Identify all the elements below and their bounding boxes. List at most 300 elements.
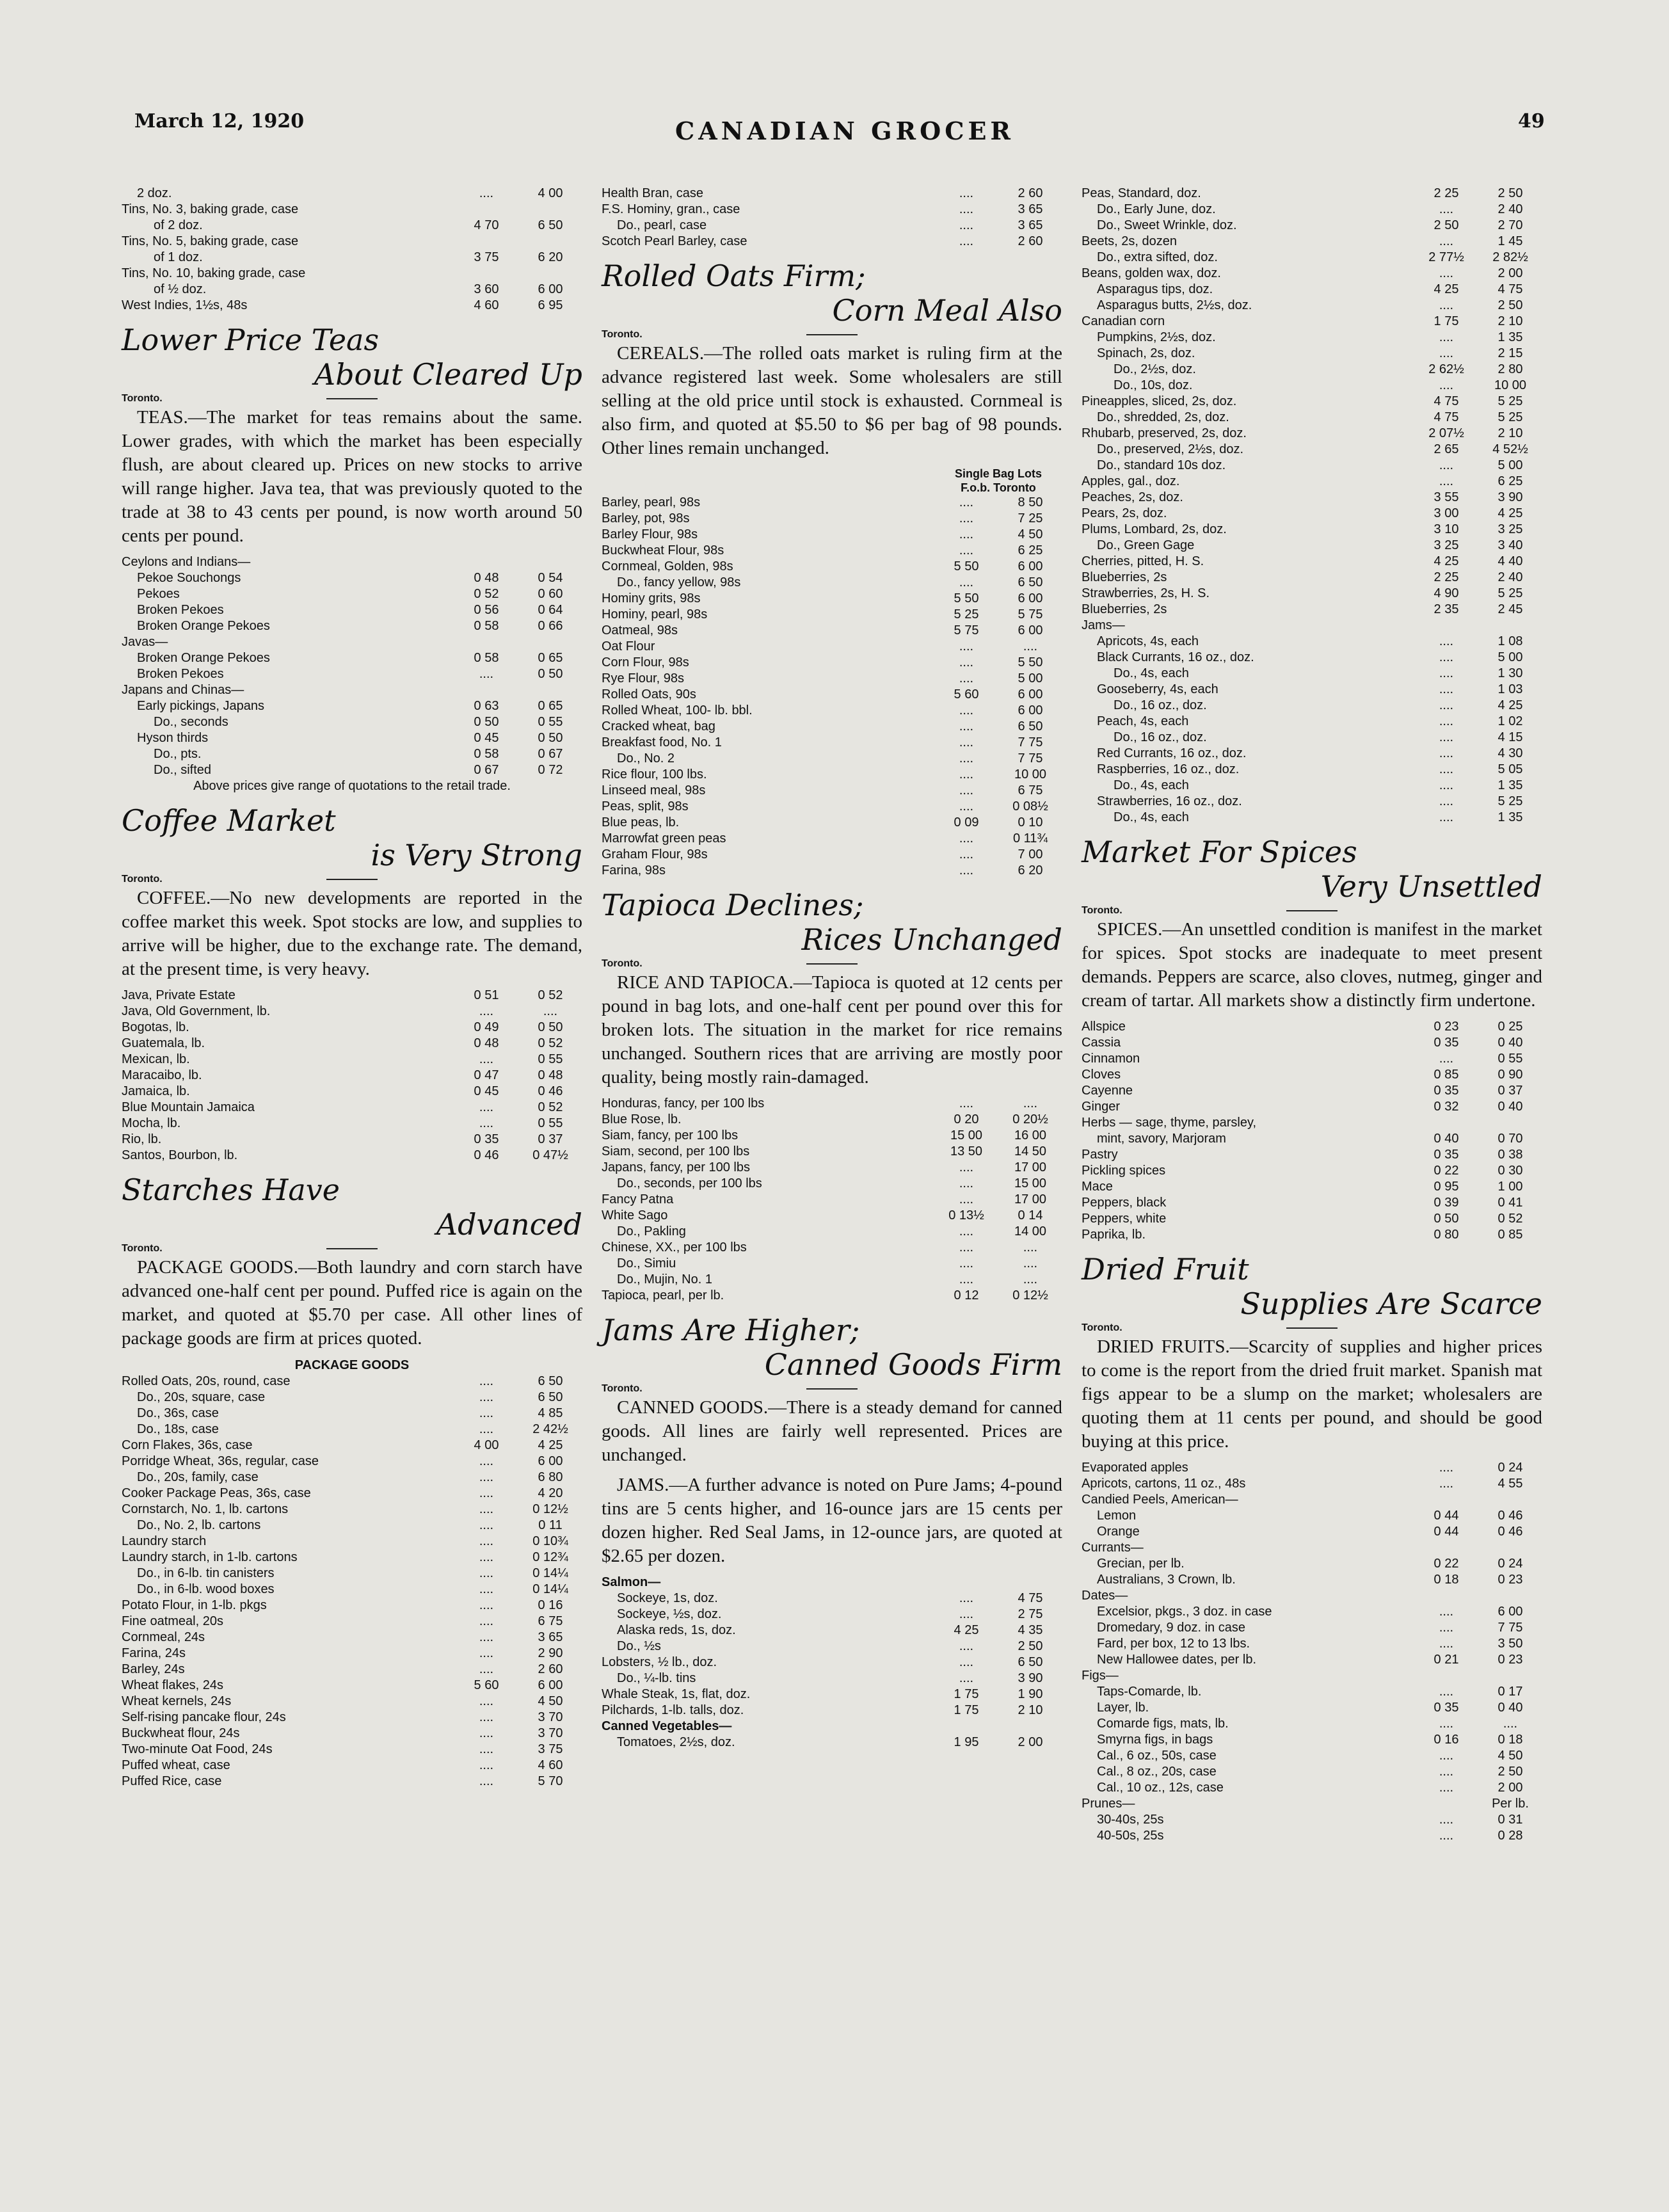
price-low: .... xyxy=(1439,810,1454,824)
price-row xyxy=(602,863,1062,879)
price-low: .... xyxy=(1439,1813,1454,1827)
price-item: Oat Flour xyxy=(602,639,655,653)
price-high: 2 42½ xyxy=(532,1422,568,1436)
price-item: Barley, pot, 98s xyxy=(602,511,690,525)
price-item: Do., Simiu xyxy=(617,1256,676,1270)
price-high: 7 75 xyxy=(1018,751,1043,765)
price-row xyxy=(1082,1652,1542,1668)
price-item: Scotch Pearl Barley, case xyxy=(602,234,747,248)
price-row xyxy=(602,719,1062,735)
price-item: Health Bran, case xyxy=(602,186,703,200)
price-item: Tins, No. 10, baking grade, case xyxy=(122,266,306,280)
price-high: 0 18 xyxy=(1497,1733,1523,1747)
price-item: Graham Flour, 98s xyxy=(602,847,708,862)
price-high: 0 12¾ xyxy=(532,1550,568,1564)
price-row xyxy=(1082,506,1542,522)
price-high: 0 85 xyxy=(1497,1228,1523,1242)
price-low: 13 50 xyxy=(950,1144,983,1158)
price-high: 6 00 xyxy=(1018,703,1043,717)
price-row xyxy=(1082,1748,1542,1764)
price-low: 0 85 xyxy=(1433,1068,1459,1082)
price-row xyxy=(1082,746,1542,762)
price-item: Prunes— xyxy=(1082,1797,1135,1811)
price-low: .... xyxy=(479,1486,494,1500)
price-row xyxy=(1082,1019,1542,1035)
price-item: Broken Orange Pekoes xyxy=(137,619,270,633)
price-low: .... xyxy=(479,1758,494,1772)
price-low: 3 25 xyxy=(1433,538,1459,552)
price-low: .... xyxy=(479,1598,494,1612)
price-row xyxy=(602,1256,1062,1272)
price-row xyxy=(602,1208,1062,1224)
price-low: 0 13½ xyxy=(948,1208,984,1222)
price-high: 4 20 xyxy=(538,1486,563,1500)
price-high: 0 55 xyxy=(538,715,563,729)
price-item: Peas, split, 98s xyxy=(602,799,689,813)
price-low: .... xyxy=(1439,458,1454,472)
price-item: Dromedary, 9 doz. in case xyxy=(1097,1621,1245,1635)
price-table xyxy=(602,1575,1062,1751)
price-item: of 2 doz. xyxy=(154,218,203,232)
price-row xyxy=(602,703,1062,719)
price-low: 0 51 xyxy=(474,988,499,1002)
price-row xyxy=(1082,1035,1542,1051)
headline-continued: is Very Strong xyxy=(371,838,582,872)
price-row xyxy=(1082,1508,1542,1524)
column-2 xyxy=(602,186,1062,1751)
price-low: .... xyxy=(1439,1829,1454,1843)
price-high: 5 00 xyxy=(1018,671,1043,685)
price-row xyxy=(602,751,1062,767)
price-row xyxy=(122,634,582,650)
price-row xyxy=(1082,250,1542,266)
price-item: Alaska reds, 1s, doz. xyxy=(617,1623,736,1637)
price-item: Strawberries, 2s, H. S. xyxy=(1082,586,1210,600)
price-low: .... xyxy=(479,1742,494,1756)
price-low: 0 50 xyxy=(474,715,499,729)
price-item: Do., 4s, each xyxy=(1114,810,1189,824)
price-item: Corn Flour, 98s xyxy=(602,655,689,669)
price-low: 5 60 xyxy=(954,687,979,701)
price-high: 0 52 xyxy=(538,988,563,1002)
price-low: 0 21 xyxy=(1433,1653,1459,1667)
price-low: .... xyxy=(479,1422,494,1436)
price-row xyxy=(602,1288,1062,1304)
price-high: .... xyxy=(1023,1272,1038,1286)
price-row xyxy=(1082,1179,1542,1195)
price-low: .... xyxy=(1439,474,1454,488)
price-row xyxy=(1082,1211,1542,1227)
price-low: .... xyxy=(1439,778,1454,792)
price-row xyxy=(1082,1588,1542,1604)
price-low: .... xyxy=(1439,1749,1454,1763)
price-item: Hyson thirds xyxy=(137,731,209,745)
price-row xyxy=(602,511,1062,527)
price-item: Cornstarch, No. 1, lb. cartons xyxy=(122,1502,289,1516)
price-high: 2 82½ xyxy=(1492,250,1528,264)
price-high: 6 50 xyxy=(1018,1655,1043,1669)
price-row xyxy=(602,1240,1062,1256)
price-row xyxy=(1082,410,1542,426)
price-row xyxy=(1082,426,1542,442)
price-item: Peaches, 2s, doz. xyxy=(1082,490,1183,504)
price-high: 2 00 xyxy=(1018,1735,1043,1749)
price-high: 3 75 xyxy=(538,1742,563,1756)
price-row xyxy=(122,1502,582,1518)
price-low: .... xyxy=(959,1224,974,1238)
price-low: 4 90 xyxy=(1433,586,1459,600)
price-row xyxy=(1082,266,1542,282)
price-row xyxy=(602,1575,1062,1591)
price-low: .... xyxy=(959,671,974,685)
price-item: Pastry xyxy=(1082,1148,1118,1162)
price-row xyxy=(122,298,582,314)
price-item: Hominy grits, 98s xyxy=(602,591,701,605)
price-note: Above prices give range of quotations to the retail trade. xyxy=(193,779,511,793)
price-high: 1 30 xyxy=(1497,666,1523,680)
price-low: .... xyxy=(479,1470,494,1484)
price-row xyxy=(1082,1764,1542,1780)
price-row xyxy=(122,682,582,698)
price-high: 6 50 xyxy=(538,218,563,232)
price-high: 6 20 xyxy=(538,250,563,264)
price-high: 2 45 xyxy=(1497,602,1523,616)
price-low: 4 25 xyxy=(1433,282,1459,296)
price-high: .... xyxy=(1503,1717,1518,1731)
price-item: Do., pts. xyxy=(154,747,202,761)
price-item: Evaporated apples xyxy=(1082,1461,1188,1475)
price-low: .... xyxy=(1439,682,1454,696)
price-item: Blue Rose, lb. xyxy=(602,1112,682,1126)
price-item: Rolled Oats, 20s, round, case xyxy=(122,1374,291,1388)
table-header-lots: Single Bag Lots xyxy=(954,467,1042,480)
price-low: .... xyxy=(479,1646,494,1660)
price-item: Black Currants, 16 oz., doz. xyxy=(1097,650,1254,664)
article-body: DRIED FRUITS.—Scarcity of supplies and higher prices to come is the report from the dried fruit market. Spanish mat figs appear to be a slump on the market; wholesalers are quoting them at 11 cents per pound, and should be good buying at this price. xyxy=(1082,1336,1542,1452)
price-high: 3 65 xyxy=(538,1630,563,1644)
price-row xyxy=(602,671,1062,687)
price-low: 0 46 xyxy=(474,1148,499,1162)
price-low xyxy=(1414,1492,1478,1508)
price-row xyxy=(122,1036,582,1052)
price-item: Rio, lb. xyxy=(122,1132,162,1146)
price-row xyxy=(602,815,1062,831)
price-high: 6 25 xyxy=(1497,474,1523,488)
price-low: 2 25 xyxy=(1433,570,1459,584)
price-row xyxy=(122,1726,582,1742)
price-item: Do., 2½s, doz. xyxy=(1114,362,1196,376)
price-high: 0 14¼ xyxy=(532,1582,568,1596)
price-high: 10 00 xyxy=(1494,378,1527,392)
price-row xyxy=(122,1518,582,1534)
headline: Tapioca Declines; xyxy=(602,888,864,922)
price-high: 3 50 xyxy=(1497,1637,1523,1651)
price-item: Broken Orange Pekoes xyxy=(137,651,270,665)
price-low: 0 58 xyxy=(474,619,499,633)
price-high: 17 00 xyxy=(1014,1160,1047,1174)
price-item: Cloves xyxy=(1082,1068,1121,1082)
price-low: .... xyxy=(959,1192,974,1206)
price-low: .... xyxy=(959,1176,974,1190)
price-row xyxy=(1082,1195,1542,1211)
price-row xyxy=(602,1144,1062,1160)
price-low: .... xyxy=(479,1004,494,1018)
price-low: .... xyxy=(1439,762,1454,776)
price-item: Barley, pearl, 98s xyxy=(602,495,701,509)
price-high: 0 14¼ xyxy=(532,1566,568,1580)
price-item: Cal., 10 oz., 12s, case xyxy=(1097,1781,1224,1795)
price-item: Do., 36s, case xyxy=(137,1406,219,1420)
price-item: Broken Pekoes xyxy=(137,667,224,681)
price-high: 2 50 xyxy=(1497,1765,1523,1779)
price-row xyxy=(122,1662,582,1678)
price-high: 0 50 xyxy=(538,731,563,745)
price-row xyxy=(122,602,582,618)
price-row xyxy=(1082,234,1542,250)
price-row xyxy=(122,1132,582,1148)
price-high: 14 00 xyxy=(1014,1224,1047,1238)
price-row xyxy=(1082,378,1542,394)
price-item: Do., ½s xyxy=(617,1639,661,1653)
price-item: Ceylons and Indians— xyxy=(122,555,251,569)
price-row xyxy=(1082,618,1542,634)
price-high: 3 90 xyxy=(1497,490,1523,504)
price-high: 7 25 xyxy=(1018,511,1043,525)
price-high: 5 00 xyxy=(1497,458,1523,472)
price-high: 0 24 xyxy=(1497,1461,1523,1475)
price-low: .... xyxy=(1439,1621,1454,1635)
dried-fruit-section xyxy=(1082,1252,1542,1844)
price-high: 16 00 xyxy=(1014,1128,1047,1142)
price-item: White Sago xyxy=(602,1208,668,1222)
price-low: .... xyxy=(959,751,974,765)
price-low: .... xyxy=(479,1550,494,1564)
price-item: Blue Mountain Jamaica xyxy=(122,1100,255,1114)
price-high: 0 37 xyxy=(1497,1084,1523,1098)
price-item: Sockeye, ½s, doz. xyxy=(617,1607,722,1621)
price-item: Cracked wheat, bag xyxy=(602,719,715,733)
price-row xyxy=(122,554,582,570)
price-low: .... xyxy=(959,1607,974,1621)
price-low xyxy=(1414,1540,1478,1556)
price-row xyxy=(1082,362,1542,378)
price-low: 1 95 xyxy=(954,1735,979,1749)
price-high: 0 17 xyxy=(1497,1685,1523,1699)
price-high xyxy=(518,266,582,282)
price-low: .... xyxy=(479,1774,494,1788)
price-high: 6 00 xyxy=(538,282,563,296)
price-row xyxy=(602,1607,1062,1623)
price-item: Santos, Bourbon, lb. xyxy=(122,1148,238,1162)
price-item: Rice flour, 100 lbs. xyxy=(602,767,707,781)
price-high: 2 75 xyxy=(1018,1607,1043,1621)
price-low: .... xyxy=(959,1591,974,1605)
article-body: RICE AND TAPIOCA.—Tapioca is quoted at 12 cents per pound in bag lots, and one-half cent per pound over this for broken lots. The situation in the market for rice remains unchanged. Southern rices that are arriving are mostly poor quality, being mostly rain-damaged. xyxy=(602,972,1062,1087)
price-high: 2 00 xyxy=(1497,266,1523,280)
price-item: Javas— xyxy=(122,635,168,649)
price-low: 4 25 xyxy=(954,1623,979,1637)
price-row xyxy=(122,1646,582,1662)
price-row xyxy=(602,735,1062,751)
price-item: Fine oatmeal, 20s xyxy=(122,1614,223,1628)
price-low: 4 75 xyxy=(1433,394,1459,408)
price-high: 2 00 xyxy=(1497,1781,1523,1795)
price-item: Rolled Oats, 90s xyxy=(602,687,696,701)
price-row xyxy=(1082,202,1542,218)
price-high: 1 35 xyxy=(1497,778,1523,792)
price-high: 7 75 xyxy=(1018,735,1043,749)
price-row xyxy=(1082,1131,1542,1147)
price-low: .... xyxy=(959,719,974,733)
price-low: 0 95 xyxy=(1433,1180,1459,1194)
price-item: Pekoes xyxy=(137,587,180,601)
price-row xyxy=(602,218,1062,234)
price-item: Peppers, black xyxy=(1082,1196,1167,1210)
price-item: Beets, 2s, dozen xyxy=(1082,234,1177,248)
price-row xyxy=(122,266,582,282)
price-low: .... xyxy=(1439,1605,1454,1619)
price-row xyxy=(1082,298,1542,314)
price-row xyxy=(122,218,582,234)
article-body: SPICES.—An unsettled condition is manifest in the market for spices. Spot stocks are inadequate to meet present demands. Peppers are scarce, also cloves, nutmeg, ginger and cream of tartar. All markets show a distinctly firm undertone. xyxy=(1082,919,1542,1011)
price-low: .... xyxy=(1439,1477,1454,1491)
price-row xyxy=(602,1703,1062,1719)
dateline: Toronto. xyxy=(1082,904,1542,918)
price-low: .... xyxy=(959,735,974,749)
price-high xyxy=(1478,1588,1542,1604)
price-row xyxy=(602,575,1062,591)
price-high: 1 45 xyxy=(1497,234,1523,248)
price-item: Wheat kernels, 24s xyxy=(122,1694,232,1708)
headline: Starches Have xyxy=(122,1173,340,1207)
price-high: 10 00 xyxy=(1014,767,1047,781)
price-table xyxy=(1082,1460,1542,1844)
price-row xyxy=(122,1694,582,1710)
price-high: 0 66 xyxy=(538,619,563,633)
price-low xyxy=(454,234,518,250)
dateline: Toronto. xyxy=(122,392,582,406)
price-low: 0 35 xyxy=(1433,1036,1459,1050)
price-low: 4 00 xyxy=(474,1438,499,1452)
price-item: Hominy, pearl, 98s xyxy=(602,607,708,621)
price-row xyxy=(1082,1115,1542,1131)
price-item: Peppers, white xyxy=(1082,1212,1167,1226)
price-table xyxy=(122,988,582,1164)
price-low: .... xyxy=(1439,1461,1454,1475)
price-high: 4 50 xyxy=(1018,527,1043,541)
price-low: .... xyxy=(959,831,974,846)
price-high: 4 25 xyxy=(1497,698,1523,712)
price-row xyxy=(122,1534,582,1550)
price-row xyxy=(1082,458,1542,474)
price-high: 6 50 xyxy=(538,1390,563,1404)
price-low: .... xyxy=(959,703,974,717)
price-item: Japans and Chinas— xyxy=(122,683,244,697)
price-item: Japans, fancy, per 100 lbs xyxy=(602,1160,750,1174)
price-low: 0 50 xyxy=(1433,1212,1459,1226)
price-row xyxy=(1082,346,1542,362)
price-low: .... xyxy=(1439,730,1454,744)
price-row xyxy=(122,586,582,602)
price-item: Rye Flour, 98s xyxy=(602,671,684,685)
price-high: 4 40 xyxy=(1497,554,1523,568)
headline-continued: Supplies Are Scarce xyxy=(1240,1286,1542,1321)
price-row xyxy=(602,543,1062,559)
price-high: 1 35 xyxy=(1497,810,1523,824)
price-row xyxy=(122,988,582,1004)
price-row xyxy=(1082,1700,1542,1716)
price-row xyxy=(1082,554,1542,570)
price-high: 2 50 xyxy=(1497,298,1523,312)
price-row xyxy=(602,1128,1062,1144)
price-low: .... xyxy=(479,1662,494,1676)
price-row xyxy=(122,1550,582,1566)
headline-continued: Canned Goods Firm xyxy=(764,1347,1062,1382)
price-item: Rolled Wheat, 100- lb. bbl. xyxy=(602,703,753,717)
price-low: .... xyxy=(959,218,974,232)
article-body: CEREALS.—The rolled oats market is ruling firm at the advance registered last week. Some wholesalers are still selling at the old price until stock is exhausted. Cornmeal is also firm, and quoted at $5.50 to $6 per bag of 98 pounds. Other lines remain unchanged. xyxy=(602,343,1062,458)
price-low: 0 44 xyxy=(1433,1525,1459,1539)
price-high: 0 65 xyxy=(538,699,563,713)
headline: Rolled Oats Firm; xyxy=(602,259,866,293)
price-low: .... xyxy=(479,1052,494,1066)
price-high xyxy=(518,234,582,250)
price-table xyxy=(1082,1019,1542,1243)
price-low: 0 80 xyxy=(1433,1228,1459,1242)
price-row xyxy=(1082,650,1542,666)
price-row xyxy=(1082,1540,1542,1556)
price-item: West Indies, 1½s, 48s xyxy=(122,298,248,312)
price-low: 0 35 xyxy=(474,1132,499,1146)
price-row xyxy=(122,1678,582,1694)
price-item: Tapioca, pearl, per lb. xyxy=(602,1288,724,1302)
headline-continued: Rices Unchanged xyxy=(801,922,1062,957)
price-low: .... xyxy=(1439,346,1454,360)
price-row xyxy=(122,1020,582,1036)
price-low: .... xyxy=(1439,1052,1454,1066)
price-table xyxy=(602,186,1062,250)
price-high: 2 50 xyxy=(1497,186,1523,200)
price-high: 0 12½ xyxy=(1012,1288,1048,1302)
price-row xyxy=(602,831,1062,847)
price-item: Blueberries, 2s xyxy=(1082,602,1167,616)
price-row xyxy=(1082,1812,1542,1828)
price-high: 3 90 xyxy=(1018,1671,1043,1685)
price-low: 1 75 xyxy=(954,1687,979,1701)
price-item: Herbs — sage, thyme, parsley, xyxy=(1082,1116,1257,1130)
price-row xyxy=(602,1655,1062,1671)
price-low: 2 77½ xyxy=(1428,250,1464,264)
price-table xyxy=(602,1096,1062,1304)
price-item: Figs— xyxy=(1082,1669,1119,1683)
price-item: Red Currants, 16 oz., doz. xyxy=(1097,746,1247,760)
price-low: .... xyxy=(479,1614,494,1628)
price-item: Do., extra sifted, doz. xyxy=(1097,250,1218,264)
price-item: Dates— xyxy=(1082,1589,1128,1603)
oats-section xyxy=(602,259,1062,879)
price-low: .... xyxy=(959,1272,974,1286)
price-row xyxy=(1082,282,1542,298)
price-row xyxy=(122,1630,582,1646)
price-high: 4 30 xyxy=(1497,746,1523,760)
price-high: 0 10¾ xyxy=(532,1534,568,1548)
price-high: 0 16 xyxy=(538,1598,563,1612)
price-high: 4 75 xyxy=(1497,282,1523,296)
price-row xyxy=(122,1454,582,1470)
price-item: Asparagus butts, 2½s, doz. xyxy=(1097,298,1252,312)
price-low: 0 32 xyxy=(1433,1100,1459,1114)
price-row xyxy=(602,1224,1062,1240)
